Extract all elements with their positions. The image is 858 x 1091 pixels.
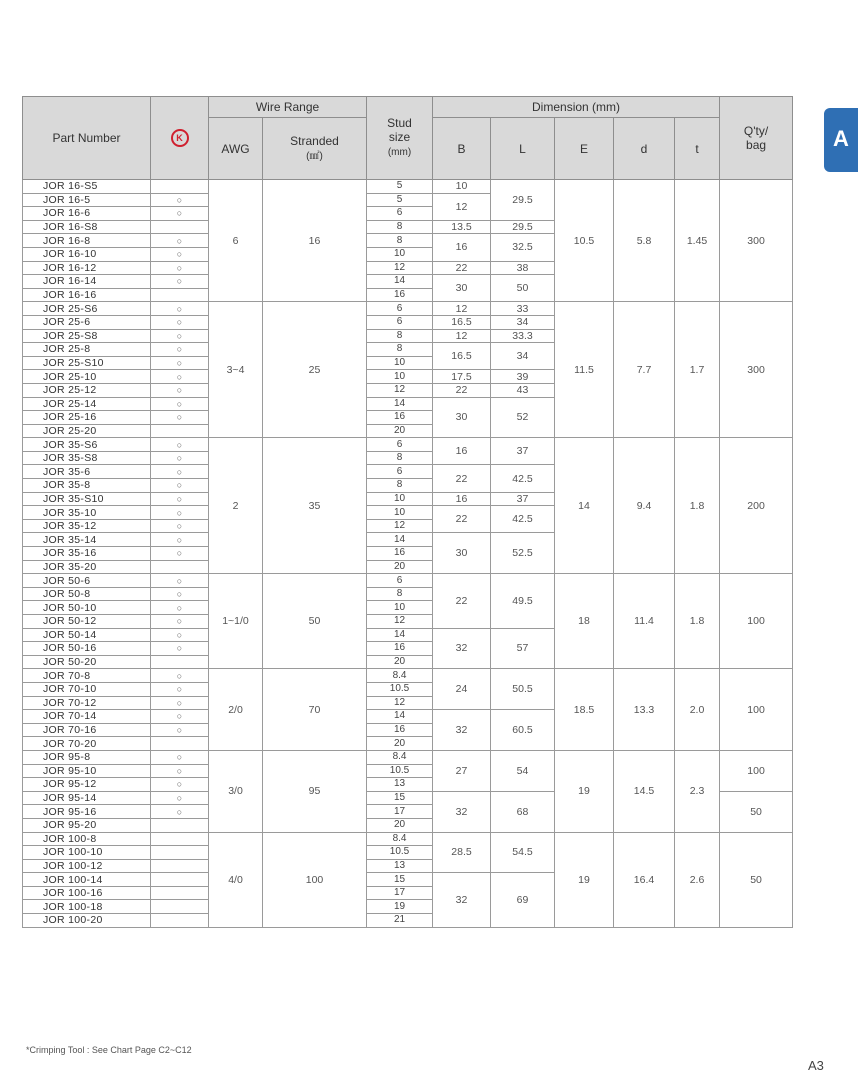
stud-size-cell: 14 [367, 533, 433, 547]
cert-mark-cell [151, 832, 209, 846]
dim-b-cell: 16 [433, 492, 491, 506]
cert-mark-cell: ○ [151, 615, 209, 629]
stud-size-cell: 19 [367, 900, 433, 914]
stud-size-cell: 15 [367, 791, 433, 805]
spec-table-body [23, 180, 793, 928]
page-number: A3 [808, 1058, 824, 1073]
cert-mark-cell [151, 900, 209, 914]
stud-size-cell: 12 [367, 261, 433, 275]
dim-b-cell: 12 [433, 193, 491, 220]
stud-size-cell: 14 [367, 628, 433, 642]
cert-mark-cell [151, 818, 209, 832]
dim-l-cell: 54 [491, 750, 555, 791]
dim-t-cell: 2.3 [675, 750, 720, 832]
header-qty: Q'ty/ bag [720, 97, 793, 180]
stud-size-cell: 6 [367, 315, 433, 329]
cert-mark-cell: ○ [151, 519, 209, 533]
stranded-cell: 70 [263, 669, 367, 751]
part-number-cell: JOR 25-6 [23, 315, 151, 329]
stud-size-cell: 17 [367, 805, 433, 819]
dim-l-cell: 68 [491, 791, 555, 832]
dim-l-cell: 34 [491, 315, 555, 329]
part-number-cell: JOR 25-10 [23, 370, 151, 384]
cert-mark-cell [151, 180, 209, 194]
dim-e-cell: 18.5 [555, 669, 614, 751]
header-t: t [675, 118, 720, 180]
part-number-cell: JOR 16-14 [23, 275, 151, 289]
header-stud-size: Stud size (mm) [367, 97, 433, 180]
cert-mark-cell: ○ [151, 370, 209, 384]
part-number-cell: JOR 70-14 [23, 710, 151, 724]
dim-b-cell: 10 [433, 180, 491, 194]
awg-cell: 2/0 [209, 669, 263, 751]
stud-size-cell: 5 [367, 193, 433, 207]
part-number-cell: JOR 16-S8 [23, 220, 151, 234]
dim-d-cell: 9.4 [614, 438, 675, 574]
stud-size-cell: 10 [367, 492, 433, 506]
part-number-cell: JOR 35-6 [23, 465, 151, 479]
dim-l-cell: 33.3 [491, 329, 555, 343]
stud-size-cell: 8.4 [367, 832, 433, 846]
part-number-cell: JOR 50-8 [23, 587, 151, 601]
stud-size-cell: 12 [367, 615, 433, 629]
table-row [23, 574, 793, 588]
dim-t-cell: 1.7 [675, 302, 720, 438]
cert-mark-cell: ○ [151, 438, 209, 452]
dim-t-cell: 1.8 [675, 574, 720, 669]
awg-cell: 3/0 [209, 750, 263, 832]
dim-l-cell: 49.5 [491, 574, 555, 628]
cert-mark-cell [151, 859, 209, 873]
stud-size-cell: 14 [367, 710, 433, 724]
dim-e-cell: 19 [555, 750, 614, 832]
part-number-cell: JOR 95-10 [23, 764, 151, 778]
qty-cell: 50 [720, 791, 793, 832]
stud-size-cell: 10 [367, 601, 433, 615]
stranded-cell: 16 [263, 180, 367, 302]
part-number-cell: JOR 16-10 [23, 247, 151, 261]
part-number-cell: JOR 50-16 [23, 642, 151, 656]
stud-size-cell: 10 [367, 506, 433, 520]
dim-b-cell: 32 [433, 628, 491, 669]
stud-size-cell: 16 [367, 723, 433, 737]
header-b: B [433, 118, 491, 180]
part-number-cell: JOR 70-12 [23, 696, 151, 710]
stranded-cell: 100 [263, 832, 367, 927]
stud-size-cell: 20 [367, 560, 433, 574]
header-wire-range: Wire Range [209, 97, 367, 118]
cert-mark-cell: ○ [151, 682, 209, 696]
cert-mark-cell [151, 873, 209, 887]
table-row [23, 832, 793, 846]
header-dimension: Dimension (mm) [433, 97, 720, 118]
cert-mark-cell: ○ [151, 315, 209, 329]
part-number-cell: JOR 70-8 [23, 669, 151, 683]
dim-b-cell: 22 [433, 574, 491, 628]
ks-cert-icon: K [171, 129, 189, 147]
dim-l-cell: 37 [491, 438, 555, 465]
stud-size-cell: 5 [367, 180, 433, 194]
dim-d-cell: 5.8 [614, 180, 675, 302]
header-cert-logo [151, 97, 209, 180]
stud-size-cell: 12 [367, 383, 433, 397]
stud-size-cell: 10 [367, 247, 433, 261]
stud-size-cell: 8.4 [367, 750, 433, 764]
cert-mark-cell: ○ [151, 791, 209, 805]
cert-mark-cell: ○ [151, 723, 209, 737]
dim-b-cell: 27 [433, 750, 491, 791]
stranded-cell: 35 [263, 438, 367, 574]
part-number-cell: JOR 35-12 [23, 519, 151, 533]
part-number-cell: JOR 25-S6 [23, 302, 151, 316]
dim-e-cell: 19 [555, 832, 614, 927]
part-number-cell: JOR 100-16 [23, 886, 151, 900]
table-row [23, 302, 793, 316]
dim-d-cell: 7.7 [614, 302, 675, 438]
stud-size-cell: 8.4 [367, 669, 433, 683]
part-number-cell: JOR 70-10 [23, 682, 151, 696]
part-number-cell: JOR 95-8 [23, 750, 151, 764]
stud-size-cell: 8 [367, 343, 433, 357]
cert-mark-cell: ○ [151, 669, 209, 683]
stud-size-cell: 13 [367, 859, 433, 873]
part-number-cell: JOR 16-8 [23, 234, 151, 248]
cert-mark-cell: ○ [151, 411, 209, 425]
dim-b-cell: 30 [433, 397, 491, 438]
header-e: E [555, 118, 614, 180]
part-number-cell: JOR 35-10 [23, 506, 151, 520]
cert-mark-cell [151, 737, 209, 751]
part-number-cell: JOR 25-S8 [23, 329, 151, 343]
part-number-cell: JOR 50-12 [23, 615, 151, 629]
cert-mark-cell: ○ [151, 247, 209, 261]
cert-mark-cell [151, 914, 209, 928]
awg-cell: 1~1/0 [209, 574, 263, 669]
part-number-cell: JOR 70-16 [23, 723, 151, 737]
qty-cell: 200 [720, 438, 793, 574]
dim-e-cell: 10.5 [555, 180, 614, 302]
dim-e-cell: 14 [555, 438, 614, 574]
cert-mark-cell: ○ [151, 574, 209, 588]
header-stranded: Stranded (㎟) [263, 118, 367, 180]
cert-mark-cell [151, 560, 209, 574]
dim-b-cell: 16.5 [433, 343, 491, 370]
stranded-cell: 50 [263, 574, 367, 669]
dim-l-cell: 34 [491, 343, 555, 370]
cert-mark-cell: ○ [151, 506, 209, 520]
part-number-cell: JOR 16-5 [23, 193, 151, 207]
cert-mark-cell: ○ [151, 383, 209, 397]
dim-t-cell: 2.6 [675, 832, 720, 927]
dim-l-cell: 33 [491, 302, 555, 316]
stud-size-cell: 21 [367, 914, 433, 928]
dim-b-cell: 28.5 [433, 832, 491, 873]
cert-mark-cell [151, 220, 209, 234]
qty-cell: 300 [720, 302, 793, 438]
stud-size-cell: 6 [367, 465, 433, 479]
part-number-cell: JOR 25-S10 [23, 356, 151, 370]
stud-size-cell: 6 [367, 207, 433, 221]
spec-table [22, 96, 793, 928]
dim-l-cell: 38 [491, 261, 555, 275]
cert-mark-cell [151, 424, 209, 438]
part-number-cell: JOR 35-S10 [23, 492, 151, 506]
stud-size-cell: 6 [367, 438, 433, 452]
dim-b-cell: 32 [433, 873, 491, 927]
part-number-cell: JOR 35-14 [23, 533, 151, 547]
dim-d-cell: 13.3 [614, 669, 675, 751]
awg-cell: 6 [209, 180, 263, 302]
dim-b-cell: 24 [433, 669, 491, 710]
qty-cell: 50 [720, 832, 793, 927]
dim-l-cell: 39 [491, 370, 555, 384]
dim-l-cell: 50 [491, 275, 555, 302]
cert-mark-cell: ○ [151, 750, 209, 764]
header-part-number: Part Number [23, 97, 151, 180]
stud-size-cell: 12 [367, 696, 433, 710]
part-number-cell: JOR 50-20 [23, 655, 151, 669]
dim-b-cell: 12 [433, 302, 491, 316]
qty-cell: 100 [720, 750, 793, 791]
part-number-cell: JOR 25-16 [23, 411, 151, 425]
header-d: d [614, 118, 675, 180]
section-tab: A [824, 108, 858, 172]
cert-mark-cell [151, 846, 209, 860]
part-number-cell: JOR 95-12 [23, 778, 151, 792]
cert-mark-cell: ○ [151, 805, 209, 819]
dim-l-cell: 60.5 [491, 710, 555, 751]
dim-l-cell: 29.5 [491, 180, 555, 221]
cert-mark-cell: ○ [151, 778, 209, 792]
cert-mark-cell: ○ [151, 587, 209, 601]
part-number-cell: JOR 35-S8 [23, 451, 151, 465]
dim-l-cell: 52.5 [491, 533, 555, 574]
stud-size-cell: 10.5 [367, 682, 433, 696]
table-row [23, 669, 793, 683]
part-number-cell: JOR 16-S5 [23, 180, 151, 194]
dim-b-cell: 13.5 [433, 220, 491, 234]
stud-size-cell: 8 [367, 329, 433, 343]
header-l: L [491, 118, 555, 180]
cert-mark-cell: ○ [151, 764, 209, 778]
header-awg: AWG [209, 118, 263, 180]
part-number-cell: JOR 25-20 [23, 424, 151, 438]
stud-size-cell: 8 [367, 220, 433, 234]
stud-size-cell: 14 [367, 275, 433, 289]
cert-mark-cell: ○ [151, 696, 209, 710]
cert-mark-cell: ○ [151, 397, 209, 411]
stud-size-cell: 6 [367, 302, 433, 316]
cert-mark-cell: ○ [151, 234, 209, 248]
awg-cell: 4/0 [209, 832, 263, 927]
stud-size-cell: 16 [367, 642, 433, 656]
dim-b-cell: 16 [433, 234, 491, 261]
stud-size-cell: 10 [367, 370, 433, 384]
cert-mark-cell: ○ [151, 710, 209, 724]
stranded-cell: 95 [263, 750, 367, 832]
part-number-cell: JOR 35-8 [23, 479, 151, 493]
part-number-cell: JOR 50-10 [23, 601, 151, 615]
part-number-cell: JOR 100-20 [23, 914, 151, 928]
dim-b-cell: 16 [433, 438, 491, 465]
dim-b-cell: 32 [433, 710, 491, 751]
dim-l-cell: 42.5 [491, 465, 555, 492]
cert-mark-cell: ○ [151, 275, 209, 289]
stud-size-cell: 13 [367, 778, 433, 792]
stud-size-cell: 6 [367, 574, 433, 588]
part-number-cell: JOR 100-10 [23, 846, 151, 860]
stud-size-cell: 20 [367, 737, 433, 751]
dim-d-cell: 11.4 [614, 574, 675, 669]
part-number-cell: JOR 100-14 [23, 873, 151, 887]
part-number-cell: JOR 35-16 [23, 547, 151, 561]
part-number-cell: JOR 25-12 [23, 383, 151, 397]
stud-size-cell: 15 [367, 873, 433, 887]
dim-b-cell: 16.5 [433, 315, 491, 329]
stud-size-cell: 16 [367, 411, 433, 425]
cert-mark-cell: ○ [151, 492, 209, 506]
dim-t-cell: 1.8 [675, 438, 720, 574]
dim-l-cell: 29.5 [491, 220, 555, 234]
cert-mark-cell: ○ [151, 479, 209, 493]
stud-size-cell: 8 [367, 479, 433, 493]
dim-b-cell: 22 [433, 261, 491, 275]
cert-mark-cell: ○ [151, 451, 209, 465]
part-number-cell: JOR 100-12 [23, 859, 151, 873]
dim-l-cell: 52 [491, 397, 555, 438]
part-number-cell: JOR 25-8 [23, 343, 151, 357]
stud-size-cell: 10.5 [367, 764, 433, 778]
dim-t-cell: 2.0 [675, 669, 720, 751]
dim-l-cell: 54.5 [491, 832, 555, 873]
awg-cell: 3~4 [209, 302, 263, 438]
part-number-cell: JOR 25-14 [23, 397, 151, 411]
dim-d-cell: 16.4 [614, 832, 675, 927]
dim-l-cell: 32.5 [491, 234, 555, 261]
stud-size-cell: 20 [367, 655, 433, 669]
cert-mark-cell: ○ [151, 343, 209, 357]
part-number-cell: JOR 100-8 [23, 832, 151, 846]
cert-mark-cell: ○ [151, 302, 209, 316]
part-number-cell: JOR 35-S6 [23, 438, 151, 452]
cert-mark-cell: ○ [151, 628, 209, 642]
cert-mark-cell: ○ [151, 547, 209, 561]
footnote: *Crimping Tool : See Chart Page C2~C12 [26, 1045, 192, 1055]
dim-b-cell: 22 [433, 506, 491, 533]
stud-size-cell: 14 [367, 397, 433, 411]
dim-b-cell: 32 [433, 791, 491, 832]
dim-b-cell: 22 [433, 465, 491, 492]
dim-e-cell: 18 [555, 574, 614, 669]
cert-mark-cell: ○ [151, 533, 209, 547]
part-number-cell: JOR 95-20 [23, 818, 151, 832]
part-number-cell: JOR 16-6 [23, 207, 151, 221]
dim-b-cell: 30 [433, 533, 491, 574]
stud-size-cell: 20 [367, 818, 433, 832]
dim-t-cell: 1.45 [675, 180, 720, 302]
spec-table-wrapper [22, 96, 792, 928]
qty-cell: 100 [720, 574, 793, 669]
part-number-cell: JOR 16-12 [23, 261, 151, 275]
qty-cell: 300 [720, 180, 793, 302]
dim-b-cell: 30 [433, 275, 491, 302]
stud-size-cell: 8 [367, 451, 433, 465]
cert-mark-cell: ○ [151, 356, 209, 370]
stud-size-cell: 10 [367, 356, 433, 370]
stud-size-cell: 10.5 [367, 846, 433, 860]
table-row [23, 180, 793, 194]
stud-size-cell: 8 [367, 234, 433, 248]
cert-mark-cell: ○ [151, 207, 209, 221]
qty-cell: 100 [720, 669, 793, 751]
stud-size-cell: 16 [367, 288, 433, 302]
part-number-cell: JOR 50-6 [23, 574, 151, 588]
dim-e-cell: 11.5 [555, 302, 614, 438]
cert-mark-cell: ○ [151, 601, 209, 615]
stud-size-cell: 8 [367, 587, 433, 601]
part-number-cell: JOR 16-16 [23, 288, 151, 302]
dim-l-cell: 57 [491, 628, 555, 669]
stud-size-cell: 12 [367, 519, 433, 533]
dim-b-cell: 17.5 [433, 370, 491, 384]
dim-l-cell: 37 [491, 492, 555, 506]
stud-size-cell: 20 [367, 424, 433, 438]
dim-l-cell: 50.5 [491, 669, 555, 710]
dim-d-cell: 14.5 [614, 750, 675, 832]
awg-cell: 2 [209, 438, 263, 574]
part-number-cell: JOR 95-14 [23, 791, 151, 805]
table-row [23, 750, 793, 764]
table-row [23, 438, 793, 452]
dim-l-cell: 43 [491, 383, 555, 397]
stud-size-cell: 16 [367, 547, 433, 561]
dim-l-cell: 69 [491, 873, 555, 927]
part-number-cell: JOR 50-14 [23, 628, 151, 642]
cert-mark-cell: ○ [151, 261, 209, 275]
dim-b-cell: 22 [433, 383, 491, 397]
cert-mark-cell: ○ [151, 193, 209, 207]
part-number-cell: JOR 100-18 [23, 900, 151, 914]
cert-mark-cell: ○ [151, 465, 209, 479]
part-number-cell: JOR 95-16 [23, 805, 151, 819]
part-number-cell: JOR 70-20 [23, 737, 151, 751]
cert-mark-cell [151, 288, 209, 302]
cert-mark-cell: ○ [151, 642, 209, 656]
part-number-cell: JOR 35-20 [23, 560, 151, 574]
cert-mark-cell [151, 655, 209, 669]
dim-b-cell: 12 [433, 329, 491, 343]
stud-size-cell: 17 [367, 886, 433, 900]
cert-mark-cell: ○ [151, 329, 209, 343]
dim-l-cell: 42.5 [491, 506, 555, 533]
cert-mark-cell [151, 886, 209, 900]
stranded-cell: 25 [263, 302, 367, 438]
